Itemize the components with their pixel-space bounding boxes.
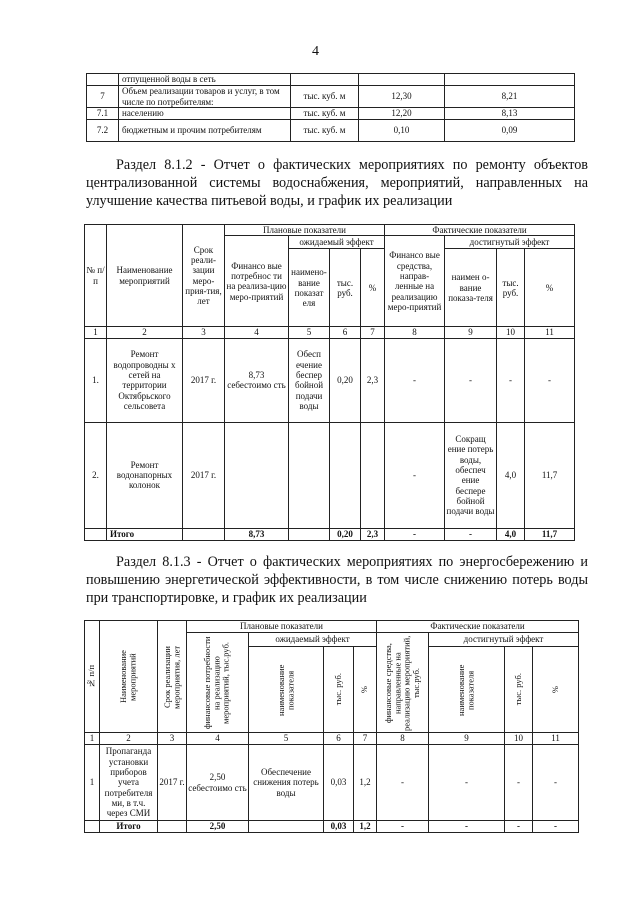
cell-ind-fact: -	[429, 745, 505, 821]
col-number: 5	[289, 327, 330, 338]
head-fin-plan: финансовые потребности на реализацию мероприятий, тыс.руб.	[187, 633, 249, 733]
head-name: Наименование мероприятий	[107, 225, 183, 327]
head-rub-fact: тыс. руб.	[497, 249, 525, 327]
cell-unit: тыс. куб. м	[291, 108, 359, 120]
cell-num	[87, 74, 119, 86]
head-term: Срок реализации мероприятия, лет	[158, 621, 187, 733]
cell-pct: 1,2	[354, 745, 377, 821]
head-achieved: достигнутый эффект	[429, 633, 579, 647]
total-rub-fact: 4,0	[497, 528, 525, 540]
cell-pct	[361, 422, 385, 528]
head-rub-fact: тыс. руб.	[505, 647, 533, 733]
cell-pct-fact: -	[533, 745, 579, 821]
table-repair-measures	[84, 224, 575, 541]
cell-fin-fact: -	[385, 338, 445, 422]
cell-empty	[249, 821, 324, 833]
table-row	[87, 120, 575, 142]
cell-fin-fact: -	[377, 745, 429, 821]
total-pct: 1,2	[354, 821, 377, 833]
col-number: 9	[445, 327, 497, 338]
table-volumes	[86, 73, 575, 142]
col-number: 2	[107, 327, 183, 338]
table-row	[85, 338, 575, 422]
cell-num: 7	[87, 86, 119, 108]
table-row	[85, 745, 579, 821]
total-pct: 2,3	[361, 528, 385, 540]
cell-rub: 0,03	[324, 745, 354, 821]
head-pct: %	[354, 647, 377, 733]
col-number: 8	[377, 733, 429, 745]
cell-pct: 2,3	[361, 338, 385, 422]
column-numbers-row	[85, 733, 579, 745]
table-total-row	[85, 528, 575, 540]
total-rub: 0,03	[324, 821, 354, 833]
head-ind-name: наимено-вание показат еля	[289, 249, 330, 327]
table-header-row	[85, 621, 579, 633]
cell-fin: 8,73 себестоимо сть	[225, 338, 289, 422]
head-pct-fact: %	[525, 249, 575, 327]
head-rub: тыс. руб.	[324, 647, 354, 733]
cell-ind-fact: -	[445, 338, 497, 422]
cell-num: 1	[85, 745, 100, 821]
cell-num: 7.1	[87, 108, 119, 120]
head-ind-name-fact: наименование показателя	[429, 647, 505, 733]
col-number: 3	[158, 733, 187, 745]
total-pct-fact: -	[533, 821, 579, 833]
cell-rub	[330, 422, 361, 528]
section-title-8-1-2: Раздел 8.1.2 - Отчет о фактических мероприятиях по ремонту объектов централизованной системы водоснабжения, мероприятий, направленных на улучшение качества питьевой воды, и график их реализации	[86, 157, 588, 209]
col-number: 10	[497, 327, 525, 338]
cell-num: 2.	[85, 422, 107, 528]
table-total-row	[85, 821, 579, 833]
head-achieved: достигнутый эффект	[445, 236, 575, 249]
col-number: 8	[385, 327, 445, 338]
cell-fin	[225, 422, 289, 528]
total-fin-fact: -	[385, 528, 445, 540]
total-rub: 0,20	[330, 528, 361, 540]
head-num: № п/п	[85, 621, 100, 733]
head-expected: ожидаемый эффект	[289, 236, 385, 249]
total-label: Итого	[107, 528, 183, 540]
cell-name: бюджетным и прочим потребителям	[119, 120, 291, 142]
col-number: 10	[505, 733, 533, 745]
cell-value: 12,20	[359, 108, 445, 120]
cell-value: 12,30	[359, 86, 445, 108]
head-fact: Фактические показатели	[377, 621, 579, 633]
head-fin-plan: Финансо вые потребнос ти на реализа-цию меро-приятий	[225, 236, 289, 327]
cell-pct-fact: -	[525, 338, 575, 422]
head-ind-name: наименование показателя	[249, 647, 324, 733]
table-row	[85, 422, 575, 528]
cell-fin-fact: -	[385, 422, 445, 528]
total-ind-fact: -	[445, 528, 497, 540]
col-number: 6	[324, 733, 354, 745]
cell-name: населению	[119, 108, 291, 120]
table-row	[87, 74, 575, 86]
total-pct-fact: 11,7	[525, 528, 575, 540]
cell-empty	[85, 528, 107, 540]
cell-num: 1.	[85, 338, 107, 422]
cell-rub-fact: 4,0	[497, 422, 525, 528]
cell-name: Ремонт водонапорных колонок	[107, 422, 183, 528]
cell-empty	[85, 821, 100, 833]
total-label: Итого	[100, 821, 158, 833]
cell-ind	[289, 422, 330, 528]
cell-empty	[289, 528, 330, 540]
col-number: 2	[100, 733, 158, 745]
col-number: 4	[225, 327, 289, 338]
cell-name: Объем реализации товаров и услуг, в том числе по потребителям:	[119, 86, 291, 108]
cell-value: 0,09	[445, 120, 575, 142]
cell-name: Ремонт водопроводны х сетей на территории Октябрьского сельсовета	[107, 338, 183, 422]
cell-empty	[183, 528, 225, 540]
col-number: 7	[361, 327, 385, 338]
head-term: Срок реали-зации меро-прия-тия, лет	[183, 225, 225, 327]
col-number: 6	[330, 327, 361, 338]
col-number: 5	[249, 733, 324, 745]
cell-name: отпущенной воды в сеть	[119, 74, 291, 86]
cell-num: 7.2	[87, 120, 119, 142]
section-title-8-1-3: Раздел 8.1.3 - Отчет о фактических мероприятиях по энергосбережению и повышению энергетической эффективности, в том числе снижению потерь воды при транспортировке, и график их реализации	[86, 554, 588, 606]
total-ind-fact: -	[429, 821, 505, 833]
head-pct-fact: %	[533, 647, 579, 733]
head-fin-fact: Финансо вые средства, направ-ленные на реализацию меро-приятий	[385, 236, 445, 327]
col-number: 3	[183, 327, 225, 338]
column-numbers-row	[85, 327, 575, 338]
cell-value: 0,10	[359, 120, 445, 142]
total-fin: 2,50	[187, 821, 249, 833]
head-plan: Плановые показатели	[187, 621, 377, 633]
head-ind-name-fact: наимен о-вание показа-теля	[445, 249, 497, 327]
head-name: Наименование мероприятий	[100, 621, 158, 733]
head-pct: %	[361, 249, 385, 327]
cell-value	[445, 74, 575, 86]
table-row	[87, 86, 575, 108]
cell-pct-fact: 11,7	[525, 422, 575, 528]
cell-value: 8,21	[445, 86, 575, 108]
cell-unit	[291, 74, 359, 86]
cell-value	[359, 74, 445, 86]
cell-rub-fact: -	[497, 338, 525, 422]
cell-name: Пропаганда установки приборов учета потребителя ми, в т.ч. через СМИ	[100, 745, 158, 821]
total-rub-fact: -	[505, 821, 533, 833]
cell-unit: тыс. куб. м	[291, 86, 359, 108]
head-rub: тыс. руб.	[330, 249, 361, 327]
col-number: 1	[85, 733, 100, 745]
cell-term: 2017 г.	[183, 422, 225, 528]
page-number: 4	[312, 44, 319, 59]
table-row	[87, 108, 575, 120]
head-fact: Фактические показатели	[385, 225, 575, 236]
cell-term: 2017 г.	[183, 338, 225, 422]
cell-empty	[158, 821, 187, 833]
cell-term: 2017 г.	[158, 745, 187, 821]
cell-rub: 0,20	[330, 338, 361, 422]
col-number: 9	[429, 733, 505, 745]
total-fin: 8,73	[225, 528, 289, 540]
cell-ind: Обесп ечение беспер бойной подачи воды	[289, 338, 330, 422]
col-number: 4	[187, 733, 249, 745]
col-number: 11	[525, 327, 575, 338]
cell-fin: 2,50 себестоимо сть	[187, 745, 249, 821]
cell-ind: Обеспечение снижения потерь воды	[249, 745, 324, 821]
col-number: 1	[85, 327, 107, 338]
head-num: № п/ п	[85, 225, 107, 327]
cell-rub-fact: -	[505, 745, 533, 821]
table-header-row	[85, 225, 575, 236]
head-plan: Плановые показатели	[225, 225, 385, 236]
cell-value: 8,13	[445, 108, 575, 120]
col-number: 7	[354, 733, 377, 745]
cell-unit: тыс. куб. м	[291, 120, 359, 142]
total-fin-fact: -	[377, 821, 429, 833]
head-fin-fact: финансовые средства, направленные на реализацию мероприятий, тыс.руб.	[377, 633, 429, 733]
col-number: 11	[533, 733, 579, 745]
table-energy-measures	[84, 620, 579, 833]
cell-ind-fact: Сокращ ение потерь воды, обеспеч ение беспере бойной подачи воды	[445, 422, 497, 528]
head-expected: ожидаемый эффект	[249, 633, 377, 647]
